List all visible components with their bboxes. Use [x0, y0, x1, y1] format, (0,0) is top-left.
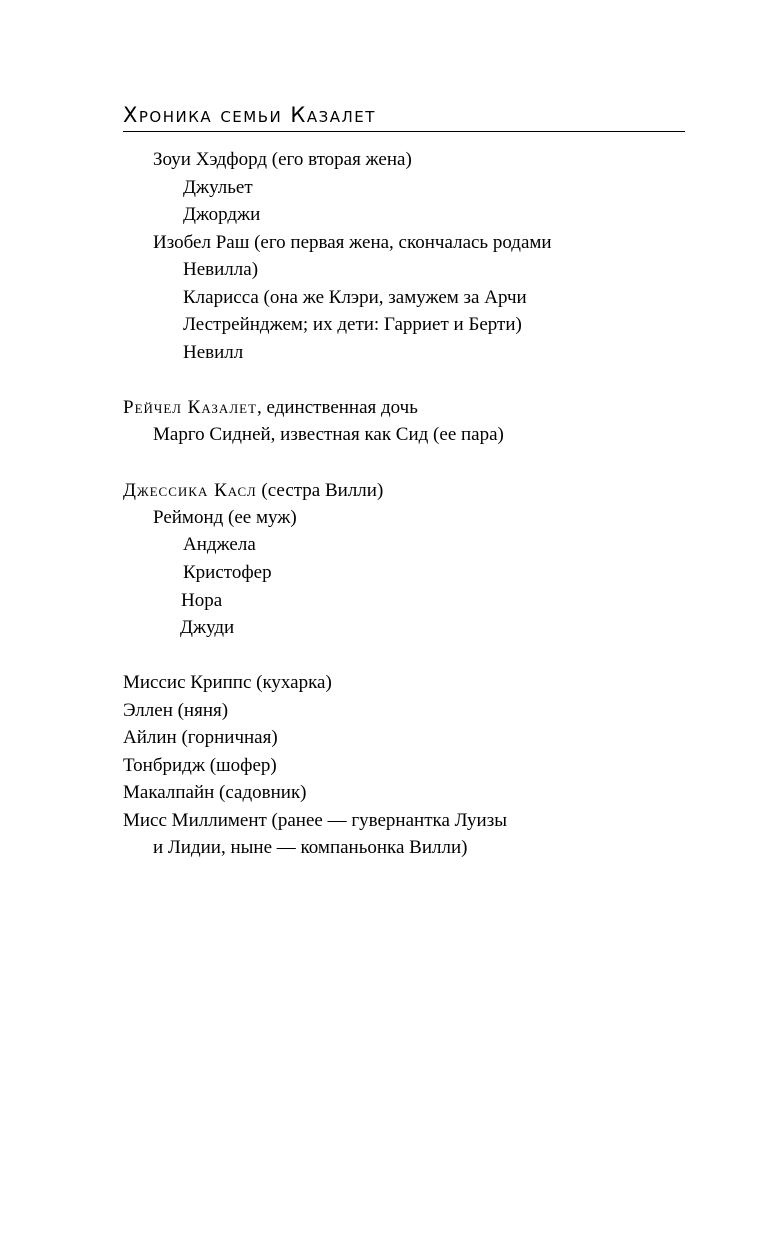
entry-ellen: Эллен (няня): [123, 700, 229, 721]
entry-zoe: Зоуи Хэдфорд (его вторая жена): [153, 149, 412, 170]
page-header: [123, 100, 685, 132]
entry-georgie: Джорджи: [183, 204, 261, 225]
rachel-name: Рейчел Казалет: [123, 397, 258, 418]
running-header-title: Хроника семьи Казалет: [123, 103, 376, 127]
entry-tonbridge: Тонбридж (шофер): [123, 755, 277, 776]
entry-christopher: Кристофер: [183, 562, 272, 583]
entry-clarissa: Кларисса (она же Клэри, замужем за Арчи: [183, 287, 527, 308]
entry-isobel-continued: Невилла): [183, 259, 259, 280]
entry-margot: Марго Сидней, известная как Сид (ее пара): [153, 424, 504, 445]
entry-neville: Невилл: [183, 342, 244, 363]
rachel-description: , единственная дочь: [257, 397, 418, 418]
entry-rachel: [123, 397, 418, 419]
entry-isobel: Изобел Раш (его первая жена, скончалась родами: [153, 232, 552, 253]
jessica-description: (сестра Вилли): [256, 480, 384, 501]
entry-angela: Анджела: [183, 534, 256, 555]
entry-millement-continued: и Лидии, ныне — компаньонка Вилли): [153, 837, 468, 858]
entry-juliet: Джульет: [183, 177, 253, 198]
entry-judy: Джуди: [180, 617, 235, 638]
entry-raymond: Реймонд (ее муж): [153, 507, 297, 528]
entry-eileen: Айлин (горничная): [123, 727, 278, 748]
entry-mcalpine: Макалпайн (садовник): [123, 782, 307, 803]
entry-jessica: [123, 480, 383, 502]
entry-cripps: Миссис Криппс (кухарка): [123, 672, 332, 693]
entry-nora: Нора: [181, 590, 223, 611]
entry-clarissa-continued: Лестрейнджем; их дети: Гарриет и Берти): [183, 314, 522, 335]
entry-millement: Мисс Миллимент (ранее — гувернантка Луизы: [123, 810, 507, 831]
jessica-name: Джессика Касл: [123, 480, 257, 501]
